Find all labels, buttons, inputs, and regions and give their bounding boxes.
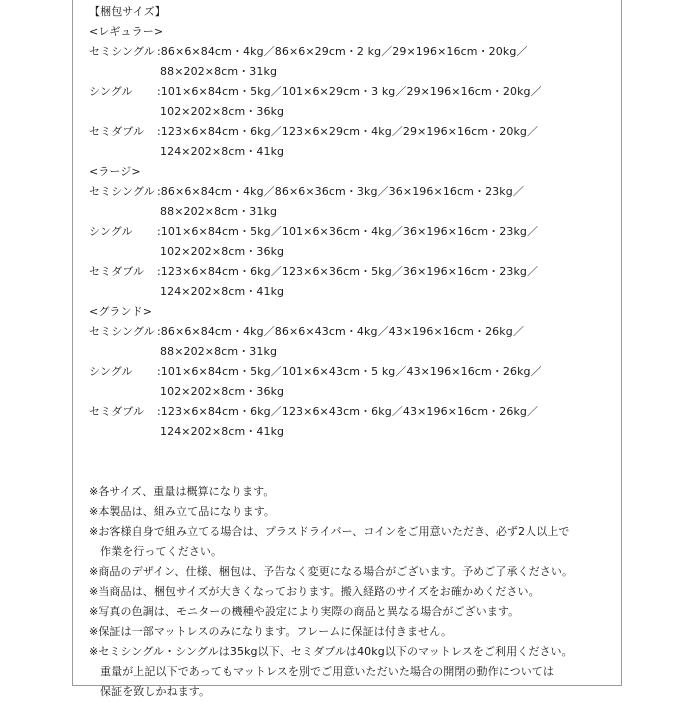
note-line: ※セミシングル・シングルは35kg以下、セミダブルは40kg以下のマットレスをご利用ください。 xyxy=(89,645,573,658)
spacer xyxy=(89,462,609,482)
bed-size-label: セミダブル xyxy=(89,405,145,418)
bed-size-label: シングル xyxy=(89,365,133,378)
note-line-cont: 作業を行ってください。 xyxy=(100,545,223,558)
package-dimensions-cont: 102×202×8cm・36kg xyxy=(160,105,285,118)
package-dimensions-cont: 88×202×8cm・31kg xyxy=(160,65,278,78)
size-group-heading: <ラージ> xyxy=(89,165,141,178)
package-dimensions: :101×6×84cm・5kg／101×6×29cm・3 kg／29×196×16cm・20kg／ xyxy=(157,85,542,98)
bed-size-label: セミシングル xyxy=(89,325,155,338)
bed-size-label: セミダブル xyxy=(89,265,145,278)
package-size-panel xyxy=(89,2,609,702)
package-dimensions-cont: 102×202×8cm・36kg xyxy=(160,385,285,398)
bed-size-label: シングル xyxy=(89,225,133,238)
package-dimensions: :101×6×84cm・5kg／101×6×36cm・4kg／36×196×16cm・23kg／ xyxy=(157,225,539,238)
bed-size-label: セミダブル xyxy=(89,125,145,138)
package-dimensions: :101×6×84cm・5kg／101×6×43cm・5 kg／43×196×16cm・26kg／ xyxy=(157,365,542,378)
package-dimensions-cont: 88×202×8cm・31kg xyxy=(160,205,278,218)
bed-size-label: セミシングル xyxy=(89,185,155,198)
package-dimensions-cont: 124×202×8cm・41kg xyxy=(160,285,285,298)
size-row xyxy=(89,322,609,342)
package-dimensions: :86×6×84cm・4kg／86×6×36cm・3kg／36×196×16cm・23kg／ xyxy=(157,185,524,198)
note-line: ※各サイズ、重量は概算になります。 xyxy=(89,485,275,498)
spacer xyxy=(89,442,609,462)
note-line: ※本製品は、組み立て品になります。 xyxy=(89,505,276,518)
size-row xyxy=(89,222,609,242)
note-line: ※保証は一部マットレスのみになります。フレームに保証は付きません。 xyxy=(89,625,453,638)
package-dimensions-cont: 124×202×8cm・41kg xyxy=(160,425,285,438)
note-line-cont: 保証を致しかねます。 xyxy=(100,685,211,698)
size-row xyxy=(89,262,609,282)
package-dimensions: :86×6×84cm・4kg／86×6×29cm・2 kg／29×196×16cm・20kg／ xyxy=(157,45,528,58)
size-row xyxy=(89,362,609,382)
size-row xyxy=(89,122,609,142)
note-line: ※写真の色調は、モニターの機種や設定により実際の商品と異なる場合がございます。 xyxy=(89,605,520,618)
note-line-cont: 重量が上記以下であってもマットレスを別でご用意いただいた場合の開閉の動作については xyxy=(100,665,554,678)
note-line: ※お客様自身で組み立てる場合は、プラスドライバー、コインをご用意いただき、必ず2人以上で xyxy=(89,525,570,538)
package-dimensions-cont: 88×202×8cm・31kg xyxy=(160,345,278,358)
package-dimensions-cont: 124×202×8cm・41kg xyxy=(160,145,285,158)
size-row xyxy=(89,182,609,202)
size-group-heading: <レギュラー> xyxy=(89,25,164,38)
size-group-heading: <グランド> xyxy=(89,305,153,318)
size-row xyxy=(89,42,609,62)
note-line: ※商品のデザイン、仕様、梱包は、予告なく変更になる場合がございます。予めご了承ください。 xyxy=(89,565,574,578)
bed-size-label: セミシングル xyxy=(89,45,155,58)
package-dimensions: :86×6×84cm・4kg／86×6×43cm・4kg／43×196×16cm・26kg／ xyxy=(157,325,524,338)
size-row xyxy=(89,402,609,422)
note-line: ※当商品は、梱包サイズが大きくなっております。搬入経路のサイズをお確かめください。 xyxy=(89,585,540,598)
package-dimensions: :123×6×84cm・6kg／123×6×43cm・6kg／43×196×16cm・26kg／ xyxy=(157,405,539,418)
package-dimensions: :123×6×84cm・6kg／123×6×29cm・4kg／29×196×16cm・20kg／ xyxy=(157,125,539,138)
bed-size-label: シングル xyxy=(89,85,133,98)
section-title: 【梱包サイズ】 xyxy=(89,5,166,18)
package-dimensions: :123×6×84cm・6kg／123×6×36cm・5kg／36×196×16cm・23kg／ xyxy=(157,265,539,278)
size-row xyxy=(89,82,609,102)
package-dimensions-cont: 102×202×8cm・36kg xyxy=(160,245,285,258)
